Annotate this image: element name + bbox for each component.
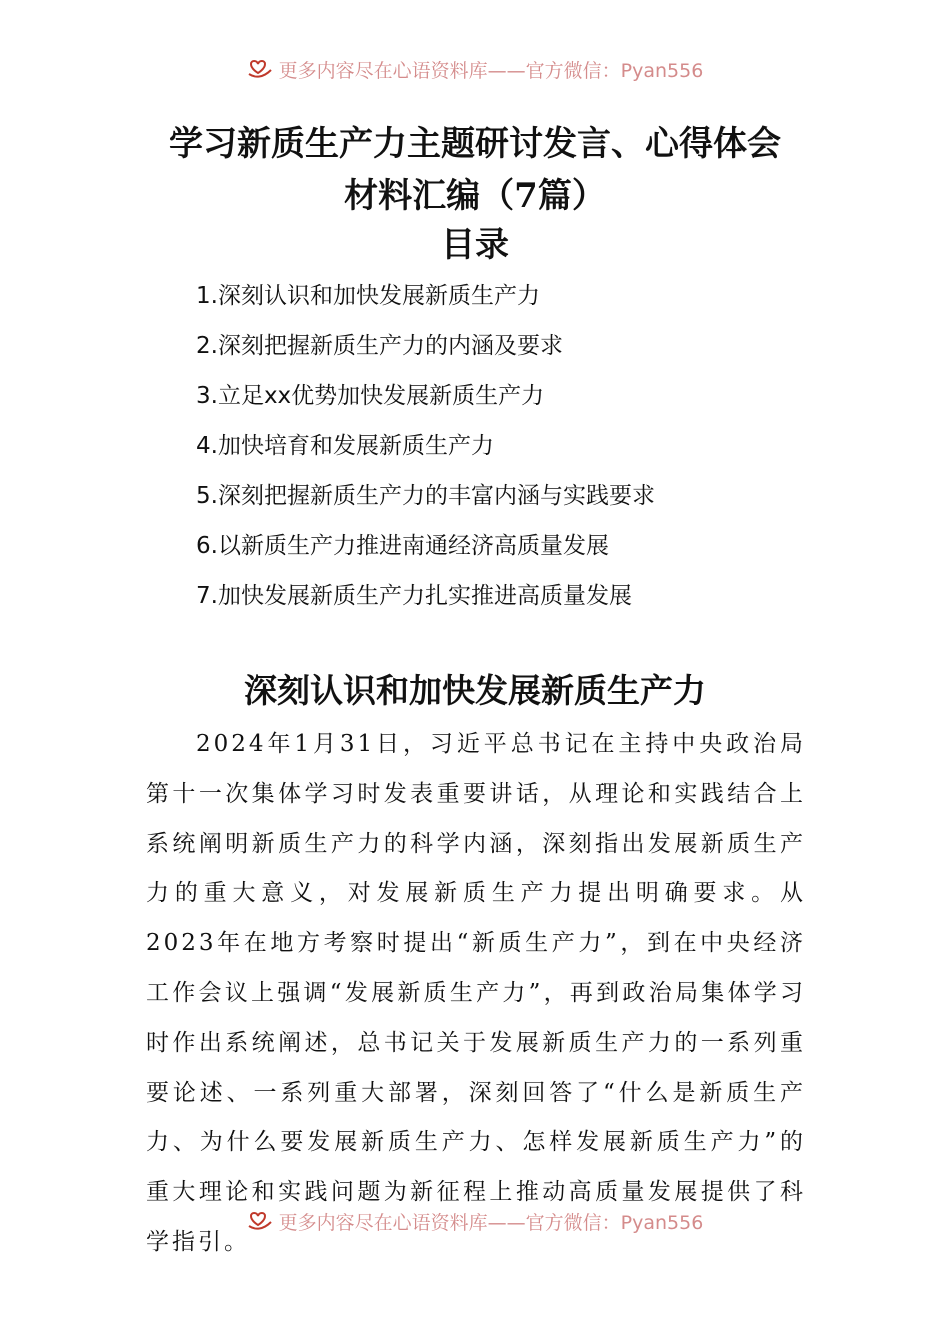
toc-heading: 目录 <box>441 225 509 265</box>
heart-logo-icon <box>247 58 273 80</box>
toc-item: 2.深刻把握新质生产力的内涵及要求 <box>196 333 563 359</box>
toc-item: 5.深刻把握新质生产力的丰富内涵与实践要求 <box>196 483 655 509</box>
table-of-contents <box>196 272 655 622</box>
toc-item: 1.深刻认识和加快发展新质生产力 <box>196 283 540 309</box>
watermark-text: 更多内容尽在心语资料库——官方微信：Pyan556 <box>278 1211 704 1234</box>
toc-item: 6.以新质生产力推进南通经济高质量发展 <box>196 533 609 559</box>
toc-item: 4.加快培育和发展新质生产力 <box>196 433 494 459</box>
heart-logo-icon <box>247 1210 273 1232</box>
document-title-line-2: 材料汇编（7篇） <box>344 176 606 216</box>
toc-item: 3.立足xx优势加快发展新质生产力 <box>196 383 545 409</box>
document-title-line-1: 学习新质生产力主题研讨发言、心得体会 <box>169 124 781 164</box>
watermark-top <box>0 54 950 84</box>
toc-item: 7.加快发展新质生产力扎实推进高质量发展 <box>196 583 632 609</box>
section-title: 深刻认识和加快发展新质生产力 <box>244 671 706 710</box>
watermark-text: 更多内容尽在心语资料库——官方微信：Pyan556 <box>278 59 704 82</box>
body-paragraph: 2024年1月31日，习近平总书记在主持中央政治局第十一次集体学习时发表重要讲话，从理论和实践结合上系统阐明新质生产力的科学内涵，深刻指出发展新质生产力的重大意义，对发展新质生产力提出明确要求。从2023年在地方考察时提出“新质生产力”，到在中央经济工作会议上强调“发展新质生产力”，再到政治局集体学习时作出系统阐述，总书记关于发展新质生产力的一系列重要论述、一系列重大部署，深刻回答了“什么是新质生产力、为什么要发展新质生产力、怎样发展新质生产力”的重大理论和实践问题为新征程上推动高质量发展提供了科学指引。 <box>146 731 806 1255</box>
watermark-bottom <box>0 1206 950 1236</box>
